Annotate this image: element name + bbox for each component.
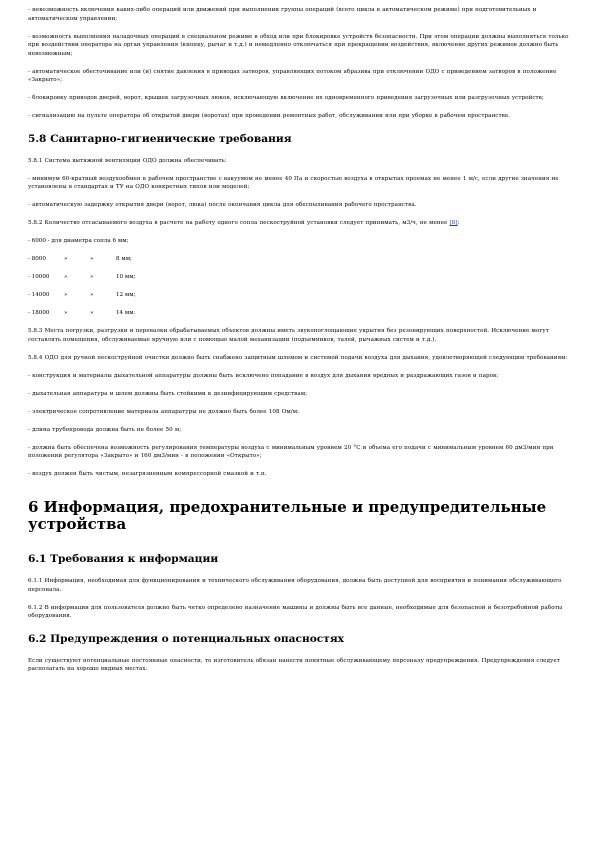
ditto-mark: » (90, 274, 94, 281)
air-volume-row (28, 273, 569, 282)
ditto-mark: » (90, 310, 94, 317)
paragraph: 6.1.2 В информации для пользователя должно быть четко определено назначение машины и должны быть все данные, необходимые для безопасной и безотребойной работы оборудования. (28, 604, 563, 620)
paragraph: - минимум 60-кратный воздухообмен в рабочем пространстве с вакуумом не менее 40 Па и скоростью воздуха в открытых проемах не менее 1 м/с, если другие значения не установлены в стандартах и ТУ на ОДО конкретных типов или моделей; (28, 175, 559, 191)
air-volume-value: - 8000 (28, 256, 46, 263)
paragraph: - воздух должен быть чистым, незагрязненным компрессорной смазкой и т.п. (28, 471, 267, 478)
air-volume-row (28, 255, 569, 264)
paragraph: 5.8.1 Система вытяжной вентиляции ОДО должна обеспечивать: (28, 157, 227, 164)
section-heading-6-1: 6.1 Требования к информации (28, 553, 219, 566)
ditto-mark: » (90, 292, 94, 299)
air-volume-text: - 6000 - для диаметра сопла 6 мм; (28, 238, 129, 245)
reference-link[interactable]: [8] (449, 220, 458, 227)
air-volume-value: - 14000 (28, 292, 50, 299)
paragraph: - автоматическое обесточивание или (и) снятие давления в приводах затворов, управляющих потоком абразива при отключении ОДО с приведением затворов в положение «Закрыто»; (28, 68, 557, 84)
ditto-mark: » (90, 256, 94, 263)
nozzle-diameter: 12 мм; (116, 292, 136, 299)
air-volume-value: - 18000 (28, 310, 50, 317)
section-heading-6: 6 Информация, предохранительные и предупредительные устройства (28, 498, 547, 534)
paragraph: Если существуют потенциальные постоянные опасности, то изготовитель обязан нанести понятные обслуживающему персоналу предупреждения. Предупреждения следует располагать на хорошо видных местах. (28, 657, 560, 673)
paragraph: - дыхательная аппаратура и шлем должны быть стойкими к дезинфицирующим средствам; (28, 390, 308, 397)
air-volume-row (28, 237, 569, 246)
paragraph: - блокировку приводов дверей, ворот, крышек загрузочных люков, исключающую включение их одновременного приведения загрузочных или разгрузочных устройств; (28, 95, 544, 102)
paragraph: - сигнализацию на пульте оператора об открытой двери (воротах) при проведении ремонтных работ, обслуживании или при уборке в рабочем пространстве. (28, 113, 511, 120)
ditto-mark: » (64, 274, 68, 281)
ditto-mark: » (64, 310, 68, 317)
paragraph: - возможность выполнения наладочных операций в специальном режиме в обход или при блокировке устройств безопасности. При этом операции должны выполняться только при воздействии оператора на орган управления (кнопку, рычаг и т.д.) и немедленно отключаться при прекращении воздействия, включение других режимов должно быть невозможным; (28, 33, 569, 57)
nozzle-diameter: 14 мм. (116, 310, 136, 317)
paragraph: - должна быть обеспечена возможность регулирования температуры воздуха с минимальным уровнем 20 °С и объема его подачи с минимальным уровнем 60 дм3/мин при положении регулятора «Закрыто» и 160 дм3/мин - в положении «Открыто»; (28, 444, 554, 460)
ditto-mark: » (64, 292, 68, 299)
paragraph: 5.8.3 Места погрузки, разгрузки и перевалки обрабатываемых объектов должны иметь звукопоглощающие укрытия без резонирующих поверхностей. Исключение могут составлять помещения, обслуживаемые вручную или с помощью малой механизации (подъемников, талей, рычажных систем и т.д.). (28, 328, 549, 343)
paragraph: 5.8.4 ОДО для ручной пескоструйной очистки должно быть снабжено защитным шлемом и системой подачи воздуха для дыхания, удовлетворяющей следующим требованиям: (28, 354, 568, 361)
paragraph: - электрическое сопротивление материала аппаратуры не должно быть более 108 Ом/м; (28, 408, 300, 415)
paragraph: - автоматическую задержку открытия двери (ворот, люка) после окончания цикла для обеспыливания рабочего пространства. (28, 202, 417, 209)
section-heading-6-2: 6.2 Предупреждения о потенциальных опасностях (28, 632, 344, 645)
paragraph-end: : (457, 220, 460, 227)
nozzle-diameter: 10 мм; (116, 274, 136, 281)
paragraph: - невозможность включения каких-либо операций или движений при выполнении группы операций (всего цикла в автоматическом режиме) при подготовительных и автоматическом управлении; (28, 7, 537, 22)
nozzle-diameter: 8 мм; (116, 256, 132, 263)
air-volume-row (28, 291, 569, 300)
paragraph: 6.1.1 Информация, необходимая для функционирования и технического обслуживания оборудования, должна быть доступной для восприятия и понимания обслуживающего персонала. (28, 578, 562, 593)
section-heading-5-8: 5.8 Санитарно-гигиенические требования (28, 132, 292, 145)
paragraph: - конструкция и материалы дыхательной аппаратуры должны быть исключено попадание в воздух для дыхания вредных и раздражающих газов и паров; (28, 372, 499, 379)
air-volume-row (28, 309, 569, 318)
paragraph: - длина трубопровода должна быть не более 50 м; (28, 426, 182, 433)
paragraph-5-8-2 (28, 219, 569, 228)
ditto-mark: » (64, 256, 68, 263)
air-volume-value: - 10000 (28, 274, 50, 281)
paragraph-text: 5.8.2 Количество отсасываемого воздуха в расчете на работу одного сопла пескоструйной установки следует принимать, м3/ч, не менее (28, 220, 450, 227)
